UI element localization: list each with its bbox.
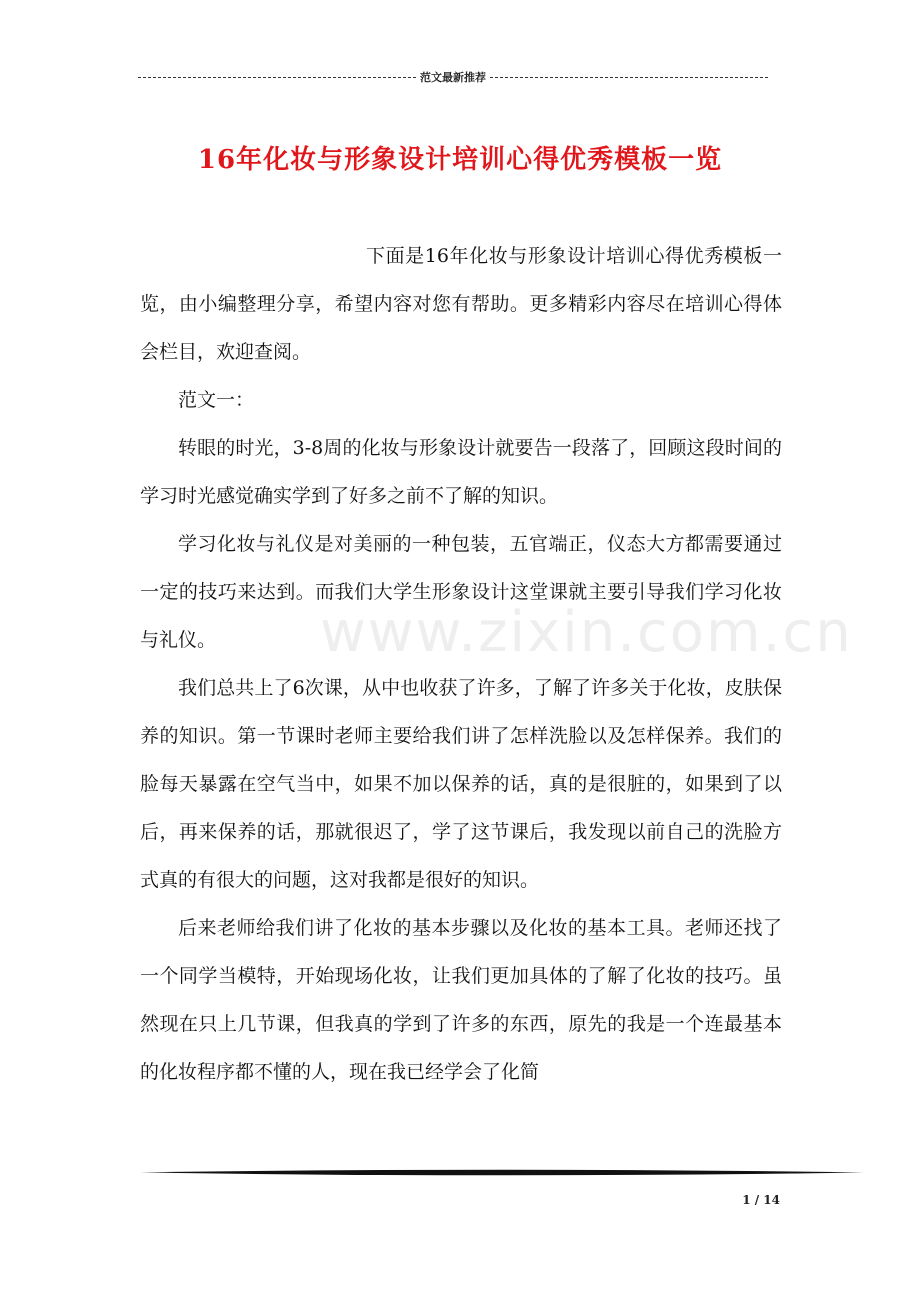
document-body	[140, 232, 782, 1096]
body-paragraph: 我们总共上了6次课，从中也收获了许多，了解了许多关于化妆，皮肤保养的知识。第一节课时老师主要给我们讲了怎样洗脸以及怎样保养。我们的脸每天暴露在空气当中，如果不加以保养的话，真的是很脏的，如果到了以后，再来保养的话，那就很迟了，学了这节课后，我发现以前自己的洗脸方式真的有很大的问题，这对我都是很好的知识。	[140, 677, 782, 891]
header-dash-left	[138, 77, 416, 78]
body-paragraph: 后来老师给我们讲了化妆的基本步骤以及化妆的基本工具。老师还找了一个同学当模特，开始现场化妆，让我们更加具体的了解了化妆的技巧。虽然现在只上几节课，但我真的学到了许多的东西，原先的我是一个连最基本的化妆程序都不懂的人，现在我已经学会了化简	[140, 917, 782, 1083]
page-number: 1 / 14	[742, 1193, 780, 1207]
body-paragraph: 转眼的时光，3-8周的化妆与形象设计就要告一段落了，回顾这段时间的学习时光感觉确实学到了好多之前不了解的知识。	[140, 437, 782, 507]
document-title: 16年化妆与形象设计培训心得优秀模板一览	[197, 145, 723, 176]
page-header	[138, 70, 768, 84]
intro-paragraph: 下面是16年化妆与形象设计培训心得优秀模板一览，由小编整理分享，希望内容对您有帮助。更多精彩内容尽在培训心得体会栏目，欢迎查阅。	[140, 245, 782, 363]
footer-rule	[140, 1168, 864, 1177]
section-heading: 范文一：	[178, 389, 255, 411]
header-label: 范文最新推荐	[420, 71, 486, 84]
watermark: www.zixin.com.cn	[320, 600, 853, 665]
header-dash-right	[490, 77, 768, 78]
body-paragraph: 学习化妆与礼仪是对美丽的一种包装，五官端正，仪态大方都需要通过一定的技巧来达到。而我们大学生形象设计这堂课就主要引导我们学习化妆与礼仪。	[140, 533, 782, 651]
